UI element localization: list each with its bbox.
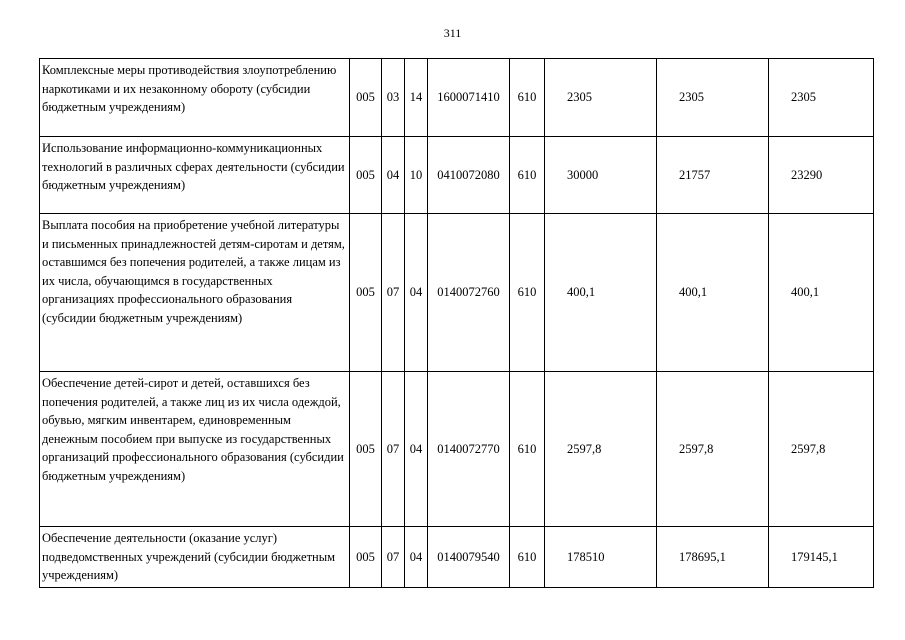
amount-year-1: 2597,8 [545, 372, 657, 527]
table-row [40, 137, 874, 214]
grbs-code: 005 [350, 372, 382, 527]
amount-year-1: 400,1 [545, 214, 657, 372]
amount-year-1: 2305 [545, 59, 657, 137]
amount-year-3: 2597,8 [769, 372, 874, 527]
amount-year-3: 179145,1 [769, 527, 874, 588]
section-code: 07 [382, 214, 405, 372]
row-description: Использование информационно-коммуникационных технологий в различных сферах деятельности (субсидии бюджетным учреждениям) [40, 137, 350, 214]
amount-year-1: 30000 [545, 137, 657, 214]
subsection-code: 04 [405, 214, 428, 372]
section-code: 07 [382, 527, 405, 588]
table-row [40, 372, 874, 527]
table-row [40, 527, 874, 588]
budget-table [39, 58, 874, 588]
row-description: Обеспечение деятельности (оказание услуг) подведомственных учреждений (субсидии бюджетным учреждениям) [40, 527, 350, 588]
table-row [40, 214, 874, 372]
subsection-code: 04 [405, 372, 428, 527]
table-row [40, 59, 874, 137]
section-code: 04 [382, 137, 405, 214]
row-description: Выплата пособия на приобретение учебной литературы и письменных принадлежностей детям-сиротам и детям, оставшимся без попечения родителей, а также лицам из их числа, обучающимся в государственных организациях профессионального образования (субсидии бюджетным учреждениям) [40, 214, 350, 372]
section-code: 03 [382, 59, 405, 137]
page-number: 311 [443, 26, 462, 40]
subsection-code: 14 [405, 59, 428, 137]
amount-year-3: 2305 [769, 59, 874, 137]
grbs-code: 005 [350, 59, 382, 137]
grbs-code: 005 [350, 137, 382, 214]
amount-year-1: 178510 [545, 527, 657, 588]
row-description: Комплексные меры противодействия злоупотреблению наркотиками и их незаконному обороту (субсидии бюджетным учреждениям) [40, 59, 350, 137]
target-article-code: 0410072080 [428, 137, 510, 214]
section-code: 07 [382, 372, 405, 527]
expense-type-code: 610 [510, 137, 545, 214]
amount-year-2: 2305 [657, 59, 769, 137]
amount-year-2: 400,1 [657, 214, 769, 372]
target-article-code: 0140079540 [428, 527, 510, 588]
grbs-code: 005 [350, 214, 382, 372]
row-description: Обеспечение детей-сирот и детей, оставшихся без попечения родителей, а также лиц из их числа одеждой, обувью, мягким инвентарем, единовременным денежным пособием при выпуске из государственных организаций профессионального образования (субсидии бюджетным учреждениям) [40, 372, 350, 527]
amount-year-2: 178695,1 [657, 527, 769, 588]
grbs-code: 005 [350, 527, 382, 588]
target-article-code: 1600071410 [428, 59, 510, 137]
amount-year-3: 400,1 [769, 214, 874, 372]
expense-type-code: 610 [510, 527, 545, 588]
subsection-code: 10 [405, 137, 428, 214]
amount-year-2: 21757 [657, 137, 769, 214]
target-article-code: 0140072770 [428, 372, 510, 527]
amount-year-2: 2597,8 [657, 372, 769, 527]
expense-type-code: 610 [510, 59, 545, 137]
expense-type-code: 610 [510, 214, 545, 372]
amount-year-3: 23290 [769, 137, 874, 214]
target-article-code: 0140072760 [428, 214, 510, 372]
expense-type-code: 610 [510, 372, 545, 527]
subsection-code: 04 [405, 527, 428, 588]
